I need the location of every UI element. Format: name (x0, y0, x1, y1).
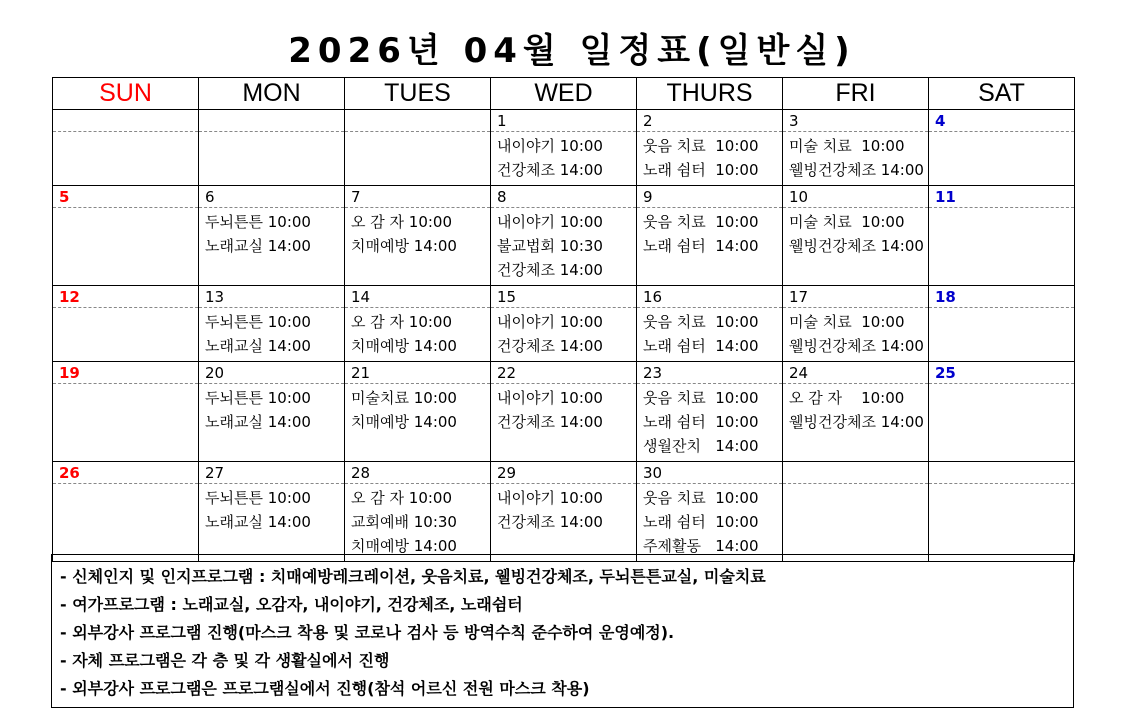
day-events (199, 208, 344, 261)
event-item: 불교법회 10:30 (497, 237, 603, 255)
calendar-week-row (53, 286, 1075, 362)
day-events (53, 132, 198, 137)
day-events (199, 384, 344, 437)
weekday-fri: FRI (783, 78, 929, 110)
day-events (345, 208, 490, 261)
day-events (199, 484, 344, 537)
calendar-day-cell (637, 362, 783, 462)
day-number: 8 (491, 186, 636, 208)
day-number: 26 (53, 462, 198, 484)
day-number: 14 (345, 286, 490, 308)
calendar-day-cell (783, 286, 929, 362)
event-item: 노래교실 14:00 (205, 337, 311, 355)
calendar-day-cell (345, 462, 491, 562)
day-number: 29 (491, 462, 636, 484)
day-number: 15 (491, 286, 636, 308)
event-item: 생월잔치 14:00 (643, 437, 759, 455)
note-line: - 외부강사 프로그램 진행(마스크 착용 및 코로나 검사 등 방역수칙 준수하여 운영예정). (60, 623, 675, 642)
calendar-day-cell (491, 362, 637, 462)
event-item: 노래교실 14:00 (205, 237, 311, 255)
event-item: 노래교실 14:00 (205, 513, 311, 531)
day-number: 28 (345, 462, 490, 484)
day-number: 2 (637, 110, 782, 132)
event-item: 내이야기 10:00 (497, 389, 603, 407)
day-events (345, 384, 490, 437)
event-item: 치매예방 14:00 (351, 237, 457, 255)
weekday-header-row (53, 78, 1075, 110)
event-item: 노래 쉼터 10:00 (643, 161, 759, 179)
calendar-day-cell (199, 462, 345, 562)
calendar-day-cell (491, 186, 637, 286)
calendar-week-row (53, 462, 1075, 562)
calendar-week-row (53, 110, 1075, 186)
calendar-day-cell (345, 110, 491, 186)
day-number (199, 110, 344, 132)
weekday-mon: MON (199, 78, 345, 110)
event-item: 웰빙건강체조 14:00 (789, 161, 924, 179)
day-number: 30 (637, 462, 782, 484)
calendar-day-cell (783, 462, 929, 562)
event-item: 오 감 자 10:00 (351, 213, 453, 231)
calendar-day-cell (929, 286, 1075, 362)
day-number: 6 (199, 186, 344, 208)
day-number: 13 (199, 286, 344, 308)
note-line: - 신체인지 및 인지프로그램 : 치매예방레크레이션, 웃음치료, 웰빙건강체조, 두뇌튼튼교실, 미술치료 (60, 567, 766, 586)
calendar-day-cell (199, 186, 345, 286)
calendar-day-cell (491, 110, 637, 186)
event-item: 건강체조 14:00 (497, 413, 603, 431)
day-events (783, 208, 928, 261)
day-events (491, 308, 636, 361)
note-line: - 외부강사 프로그램은 프로그램실에서 진행(참석 어르신 전원 마스크 착용) (60, 679, 590, 698)
day-events (637, 208, 782, 261)
calendar-day-cell (491, 286, 637, 362)
event-item: 치매예방 14:00 (351, 337, 457, 355)
event-item: 노래 쉼터 10:00 (643, 413, 759, 431)
weekday-tue: TUES (345, 78, 491, 110)
event-item: 건강체조 14:00 (497, 513, 603, 531)
note-line: - 자체 프로그램은 각 층 및 각 생활실에서 진행 (60, 651, 390, 670)
day-events (53, 208, 198, 213)
day-events (929, 384, 1074, 389)
day-number: 5 (53, 186, 198, 208)
event-item: 오 감 자 10:00 (351, 489, 453, 507)
weekday-sat: SAT (929, 78, 1075, 110)
day-events (53, 384, 198, 389)
event-item: 웃음 치료 10:00 (643, 213, 759, 231)
calendar-day-cell (637, 462, 783, 562)
day-events (491, 208, 636, 285)
calendar-day-cell (783, 186, 929, 286)
event-item: 웃음 치료 10:00 (643, 137, 759, 155)
event-item: 미술치료 10:00 (351, 389, 457, 407)
day-number: 18 (929, 286, 1074, 308)
day-number (345, 110, 490, 132)
day-number: 25 (929, 362, 1074, 384)
day-number (53, 110, 198, 132)
day-events (929, 132, 1074, 137)
day-events (53, 308, 198, 313)
event-item: 노래 쉼터 10:00 (643, 513, 759, 531)
event-item: 교회예배 10:30 (351, 513, 457, 531)
event-item: 오 감 자 10:00 (351, 313, 453, 331)
weekday-wed: WED (491, 78, 637, 110)
day-number (783, 462, 928, 484)
day-number: 23 (637, 362, 782, 384)
day-events (345, 308, 490, 361)
calendar-day-cell (53, 362, 199, 462)
day-events (345, 132, 490, 137)
event-item: 오 감 자 10:00 (789, 389, 905, 407)
calendar-day-cell (929, 462, 1075, 562)
event-item: 두뇌튼튼 10:00 (205, 313, 311, 331)
day-number: 11 (929, 186, 1074, 208)
day-events (491, 384, 636, 437)
weekday-sun: SUN (53, 78, 199, 110)
day-number: 27 (199, 462, 344, 484)
calendar-day-cell (345, 362, 491, 462)
event-item: 내이야기 10:00 (497, 313, 603, 331)
day-events (491, 484, 636, 537)
event-item: 미술 치료 10:00 (789, 313, 905, 331)
event-item: 웰빙건강체조 14:00 (789, 237, 924, 255)
day-events (637, 384, 782, 461)
event-item: 건강체조 14:00 (497, 337, 603, 355)
day-number: 21 (345, 362, 490, 384)
notes-box (51, 554, 1074, 708)
day-number: 10 (783, 186, 928, 208)
calendar-day-cell (53, 110, 199, 186)
event-item: 두뇌튼튼 10:00 (205, 389, 311, 407)
calendar-day-cell (53, 462, 199, 562)
day-number: 19 (53, 362, 198, 384)
note-line: - 여가프로그램 : 노래교실, 오감자, 내이야기, 건강체조, 노래쉼터 (60, 595, 523, 614)
day-events (637, 132, 782, 185)
page-title: 2026년 04월 일정표(일반실) (288, 31, 856, 71)
calendar-day-cell (783, 110, 929, 186)
day-number: 1 (491, 110, 636, 132)
day-events (199, 132, 344, 137)
calendar-week-row (53, 362, 1075, 462)
day-number: 22 (491, 362, 636, 384)
weekday-thu: THURS (637, 78, 783, 110)
event-item: 치매예방 14:00 (351, 537, 457, 555)
day-number: 20 (199, 362, 344, 384)
calendar-day-cell (637, 186, 783, 286)
event-item: 미술 치료 10:00 (789, 213, 905, 231)
event-item: 미술 치료 10:00 (789, 137, 905, 155)
event-item: 내이야기 10:00 (497, 137, 603, 155)
event-item: 건강체조 14:00 (497, 161, 603, 179)
day-events (199, 308, 344, 361)
day-events (929, 484, 1074, 489)
calendar-day-cell (199, 110, 345, 186)
day-number: 3 (783, 110, 928, 132)
event-item: 노래교실 14:00 (205, 413, 311, 431)
day-events (783, 384, 928, 437)
day-number: 17 (783, 286, 928, 308)
day-number: 7 (345, 186, 490, 208)
event-item: 웃음 치료 10:00 (643, 313, 759, 331)
event-item: 건강체조 14:00 (497, 261, 603, 279)
day-number: 12 (53, 286, 198, 308)
calendar-day-cell (53, 186, 199, 286)
calendar-day-cell (53, 286, 199, 362)
day-number: 4 (929, 110, 1074, 132)
calendar-week-row (53, 186, 1075, 286)
calendar-day-cell (345, 186, 491, 286)
event-item: 노래 쉼터 14:00 (643, 237, 759, 255)
event-item: 웃음 치료 10:00 (643, 389, 759, 407)
event-item: 주제활동 14:00 (643, 537, 759, 555)
event-item: 웰빙건강체조 14:00 (789, 337, 924, 355)
calendar-day-cell (929, 110, 1075, 186)
day-events (637, 484, 782, 561)
calendar-day-cell (345, 286, 491, 362)
day-number: 16 (637, 286, 782, 308)
calendar-day-cell (637, 286, 783, 362)
day-events (783, 484, 928, 489)
calendar-day-cell (491, 462, 637, 562)
event-item: 웃음 치료 10:00 (643, 489, 759, 507)
event-item: 내이야기 10:00 (497, 489, 603, 507)
calendar-day-cell (783, 362, 929, 462)
day-events (637, 308, 782, 361)
day-events (783, 308, 928, 361)
calendar-day-cell (199, 362, 345, 462)
day-events (491, 132, 636, 185)
day-events (53, 484, 198, 489)
event-item: 치매예방 14:00 (351, 413, 457, 431)
event-item: 두뇌튼튼 10:00 (205, 489, 311, 507)
day-events (345, 484, 490, 561)
event-item: 두뇌튼튼 10:00 (205, 213, 311, 231)
event-item: 노래 쉼터 14:00 (643, 337, 759, 355)
calendar-day-cell (199, 286, 345, 362)
event-item: 내이야기 10:00 (497, 213, 603, 231)
day-events (929, 208, 1074, 213)
calendar-day-cell (929, 362, 1075, 462)
day-number: 24 (783, 362, 928, 384)
event-item: 웰빙건강체조 14:00 (789, 413, 924, 431)
day-number (929, 462, 1074, 484)
calendar-day-cell (637, 110, 783, 186)
day-number: 9 (637, 186, 782, 208)
day-events (929, 308, 1074, 313)
calendar-day-cell (929, 186, 1075, 286)
day-events (783, 132, 928, 185)
calendar-table (52, 77, 1075, 562)
